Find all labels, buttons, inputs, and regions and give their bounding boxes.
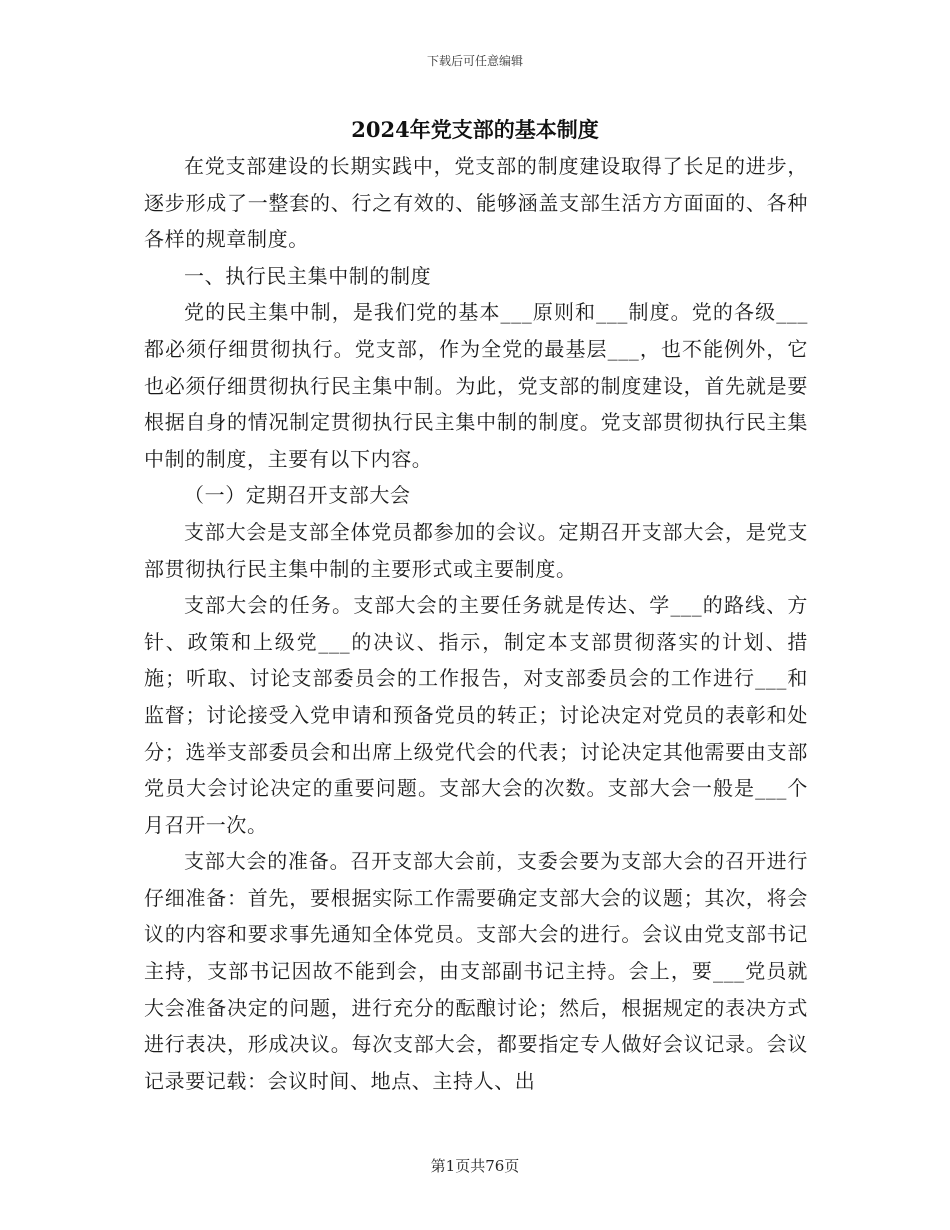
paragraph-branch-meeting: 支部大会是支部全体党员都参加的会议。定期召开支部大会，是党支部贯彻执行民主集中制的主要形式或主要制度。	[144, 519, 808, 581]
document-title: 2024年党支部的基本制度	[351, 117, 599, 142]
paragraph-meeting-preparation: 支部大会的准备。召开支部大会前，支委会要为支部大会的召开进行仔细准备：首先，要根据实际工作需要确定支部大会的议题；其次，将会议的内容和要求事先通知全体党员。支部大会的进行。会议由党支部书记主持，支部书记因故不能到会，由支部副书记主持。会上，要___党员就大会准备决定的问题，进行充分的酝酿讨论；然后，根据规定的表决方式进行表决，形成决议。每次支部大会，都要指定专人做好会议记录。会议记录要记载：会议时间、地点、主持人、出	[144, 849, 808, 1093]
paragraph-intro: 在党支部建设的长期实践中，党支部的制度建设取得了长足的进步，逐步形成了一整套的、行之有效的、能够涵盖支部生活方方面面的、各种各样的规章制度。	[144, 154, 808, 252]
paragraph-meeting-tasks: 支部大会的任务。支部大会的主要任务就是传达、学___的路线、方针、政策和上级党___的决议、指示，制定本支部贯彻落实的计划、措施；听取、讨论支部委员会的工作报告，对支部委员会的工作进行___和监督；讨论接受入党申请和预备党员的转正；讨论决定对党员的表彰和处分；选举支部委员会和出席上级党代会的代表；讨论决定其他需要由支部党员大会讨论决定的重要问题。支部大会的次数。支部大会一般是___个月召开一次。	[144, 593, 808, 837]
header-note: 下载后可任意编辑	[426, 54, 523, 68]
document-body	[144, 148, 808, 1099]
paragraph-democratic-centralism: 党的民主集中制，是我们党的基本___原则和___制度。党的各级___都必须仔细贯彻执行。党支部，作为全党的最基层___，也不能例外，它也必须仔细贯彻执行民主集中制。为此，党支部的制度建设，首先就是要根据自身的情况制定贯彻执行民主集中制的制度。党支部贯彻执行民主集中制的制度，主要有以下内容。	[144, 300, 808, 471]
subsection-heading-1: （一）定期召开支部大会	[184, 483, 411, 508]
section-heading-1: 一、执行民主集中制的制度	[184, 263, 432, 288]
page-footer: 第1页共76页	[430, 1157, 520, 1175]
